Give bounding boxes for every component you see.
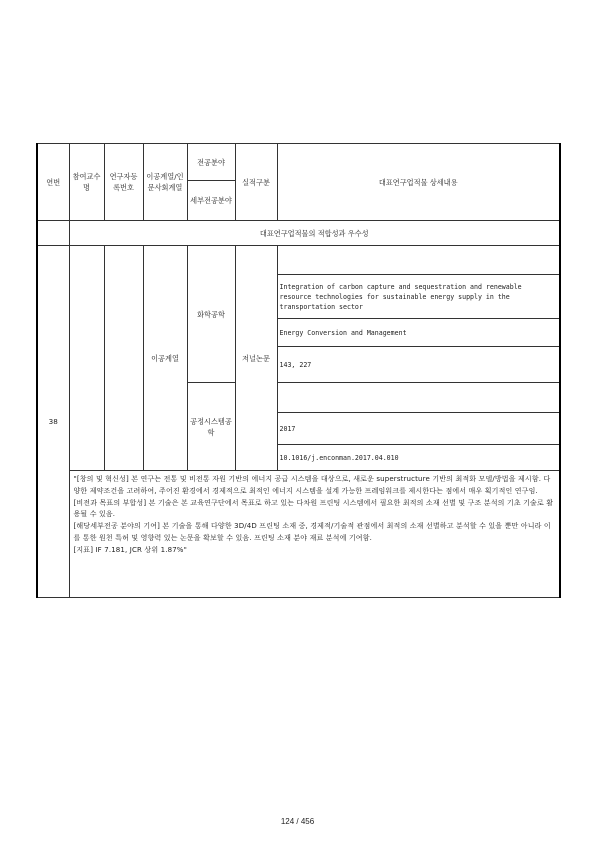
header-detail-major: 세부전공분야	[187, 181, 235, 221]
detail-title: Integration of carbon capture and sequestration and renewable resource technologies for sustainable energy supply in the transportation sector	[277, 275, 560, 319]
subheader: 대표연구업적물의 적합성과 우수성	[69, 221, 560, 246]
record-professor	[69, 246, 104, 471]
header-type: 실적구분	[235, 144, 277, 221]
description-paragraph: [해당세부전공 분야의 기여] 본 기술을 통해 다양한 3D/4D 프린팅 소재 중, 경제적/기술적 관점에서 최적의 소재 선별하고 분석할 수 있을 뿐만 아니라 이를 통한 원천 특허 및 영향력 있는 논문을 확보할 수 있음. 프린팅 소재 분야 재료 분석에 기여함.	[73, 522, 551, 542]
record-no: 38	[37, 246, 69, 598]
detail-doi: 10.1016/j.enconman.2017.04.010	[277, 445, 560, 471]
description-paragraph: "[창의 및 혁신성] 본 연구는 전통 및 비전통 자원 기반의 에너지 공급 시스템을 대상으로, 새로운 superstructure 기반의 최적화 모델/방법을 제시함. 다양한 제약조건을 고려하여, 주어진 환경에서 경제적으로 최적인 에너지 시스템을 설계 가능한 프레임워크를 제시한다는 점에서 매우 획기적인 연구임.	[73, 475, 551, 495]
header-field: 이공계열/인문사회계열	[143, 144, 187, 221]
record-major: 화학공학	[187, 246, 235, 383]
record-detail-major: 공정시스템공학	[187, 383, 235, 471]
description-paragraph: [지표] IF 7.181, JCR 상위 1.87%"	[73, 545, 187, 554]
record-table	[36, 143, 561, 598]
header-detail: 대표연구업적물 상세내용	[277, 144, 560, 221]
header-professor: 참여교수명	[69, 144, 104, 221]
record-description	[69, 471, 560, 598]
record-type: 저널논문	[235, 246, 277, 471]
detail-row	[277, 246, 560, 275]
detail-volume-pages: 143, 227	[277, 347, 560, 383]
header-major: 전공분야	[187, 144, 235, 181]
page-number: 124 / 456	[280, 817, 315, 826]
header-regno: 연구자등록번호	[104, 144, 143, 221]
record-regno	[104, 246, 143, 471]
header-no: 연번	[37, 144, 69, 221]
description-paragraph: [비전과 목표의 부합성] 본 기술은 본 교육연구단에서 목표로 하고 있는 다차원 프린팅 시스템에서 필요한 최적의 소재 선별 및 구조 분석의 기초 기술로 활용될 수 있음.	[73, 498, 554, 519]
record-field: 이공계열	[143, 246, 187, 471]
detail-row	[277, 383, 560, 413]
detail-journal: Energy Conversion and Management	[277, 319, 560, 347]
detail-year: 2017	[277, 413, 560, 445]
